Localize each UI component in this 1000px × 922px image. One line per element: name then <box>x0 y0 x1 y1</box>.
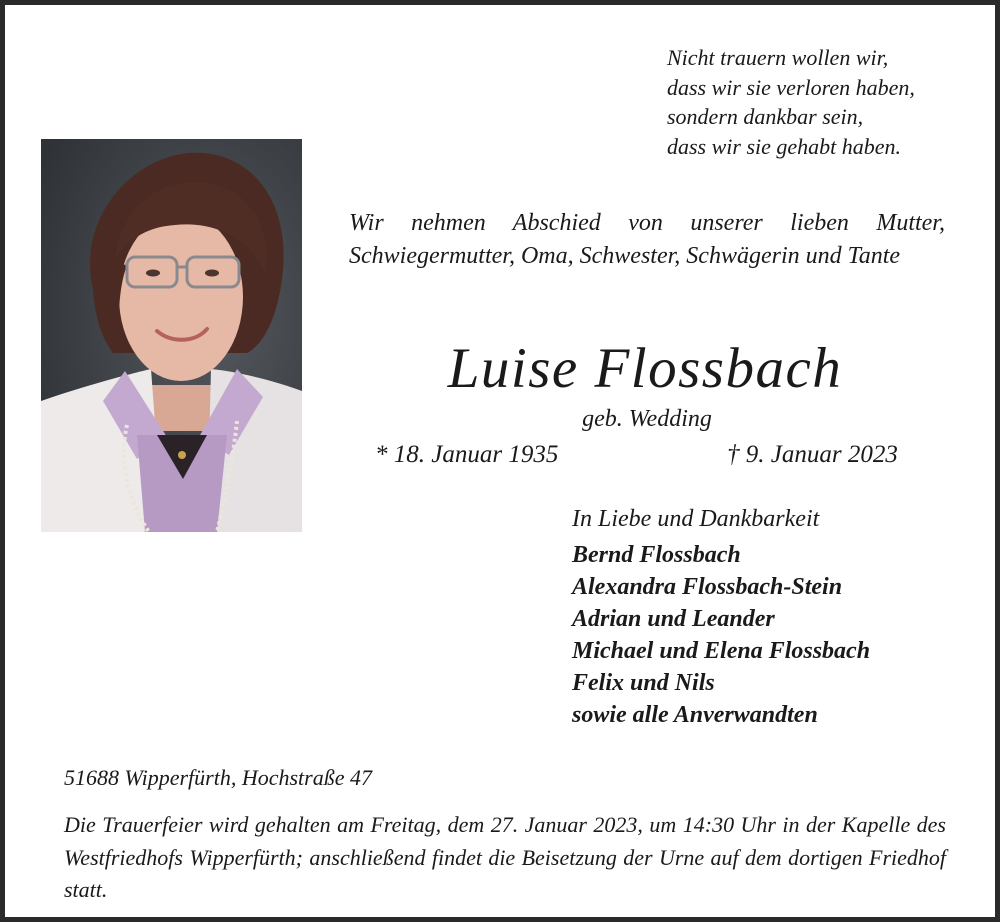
closing-phrase: In Liebe und Dankbarkeit <box>572 506 820 532</box>
funeral-notice: Die Trauerfeier wird gehalten am Freitag, dem 27. Januar 2023, um 14:30 Uhr in der Kapelle des Westfriedhofs Wipperfürth; anschließend findet die Beisetzung der Urne auf dem dortigen Friedhof statt. <box>64 812 946 902</box>
farewell-intro: Wir nehmen Abschied von unserer lieben Mutter, Schwiegermutter, Oma, Schwester, Schwägerin und Tante <box>349 210 945 269</box>
mourner: Michael und Elena Flossbach <box>572 638 871 664</box>
portrait-photo <box>41 139 302 532</box>
mourner: Alexandra Flossbach-Stein <box>572 574 843 600</box>
poem-line: sondern dankbar sein, <box>667 104 864 129</box>
mourner: Bernd Flossbach <box>572 542 741 568</box>
mourner: sowie alle Anverwandten <box>572 702 818 728</box>
poem-line: dass wir sie gehabt haben. <box>667 133 902 159</box>
maiden-name: geb. Wedding <box>582 406 712 432</box>
deceased-name: Luise Flossbach <box>447 337 843 400</box>
death-date: † 9. Januar 2023 <box>727 441 898 468</box>
family-address: 51688 Wipperfürth, Hochstraße 47 <box>64 765 372 790</box>
poem-line: dass wir sie verloren haben, <box>667 74 915 100</box>
poem-line: Nicht trauern wollen wir, <box>667 45 889 70</box>
mourner: Adrian und Leander <box>572 606 775 632</box>
mourner: Felix und Nils <box>572 670 715 696</box>
mourners-list <box>572 539 870 731</box>
memorial-poem <box>667 43 915 161</box>
birth-date: * 18. Januar 1935 <box>375 441 559 468</box>
portrait-illustration <box>41 139 302 532</box>
